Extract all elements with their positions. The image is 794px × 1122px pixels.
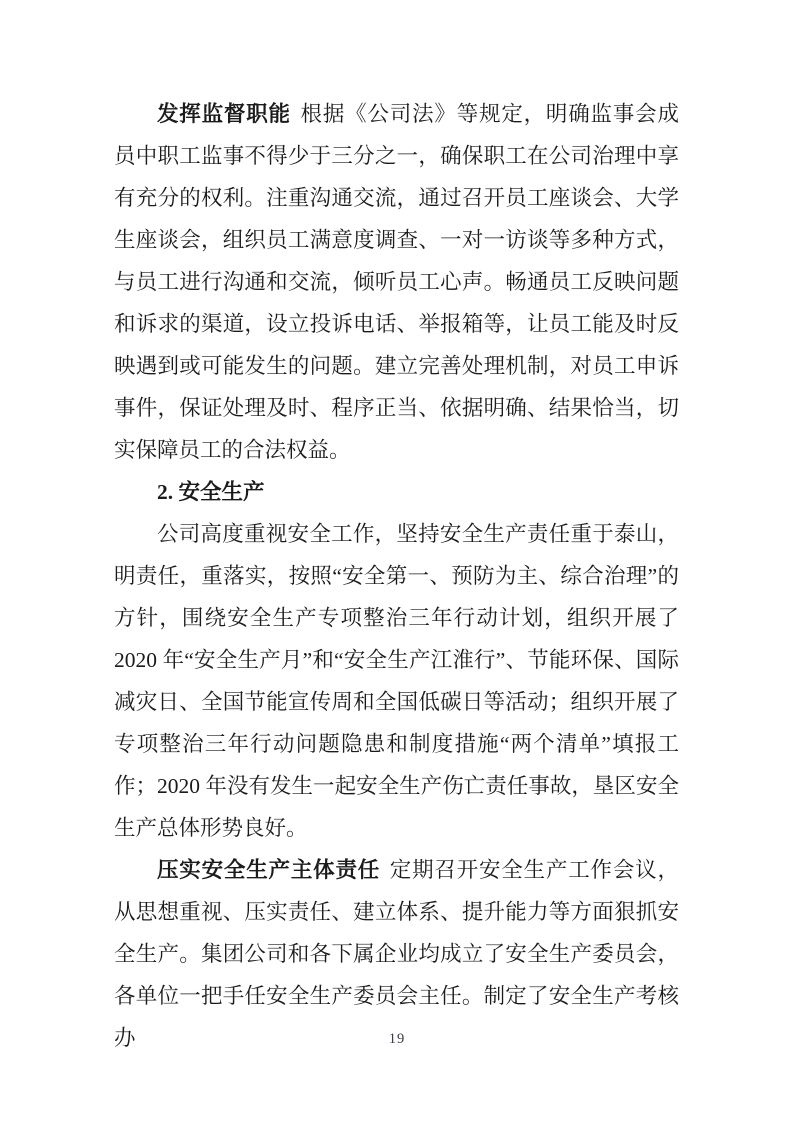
page-number: 19: [388, 1031, 406, 1047]
paragraph-lead-bold: 发挥监督职能: [157, 102, 291, 126]
paragraph-body-text: 定期召开安全生产工作会议，从思想重视、压实责任、建立体系、提升能力等方面狠抓安全生产。集团公司和各下属企业均成立了安全生产委员会，各单位一把手任安全生产委员会主任。制定了安全生产考核办: [114, 858, 679, 1050]
paragraph-lead-bold: 压实安全生产主体责任: [157, 858, 381, 882]
paragraph-body-text: 根据《公司法》等规定，明确监事会成员中职工监事不得少于三分之一，确保职工在公司治理中享有充分的权利。注重沟通交流，通过召开员工座谈会、大学生座谈会，组织员工满意度调查、一对一访谈等多种方式，与员工进行沟通和交流，倾听员工心声。畅通员工反映问题和诉求的渠道，设立投诉电话、举报箱等，让员工能及时反映遇到或可能发生的问题。建立完善处理机制，对员工申诉事件，保证处理及时、程序正当、依据明确、结果恰当，切实保障员工的合法权益。: [114, 102, 679, 462]
page-content: [114, 93, 679, 1059]
paragraph-safety-responsibility: [114, 849, 679, 1059]
paragraph-supervision-role: [114, 93, 679, 471]
paragraph-safety-overview: [114, 513, 679, 849]
section-heading-safety-production: 2. 安全生产: [157, 480, 265, 504]
paragraph-body-text: 公司高度重视安全工作，坚持安全生产责任重于泰山，明责任，重落实，按照“安全第一、预防为主、综合治理”的方针，围绕安全生产专项整治三年行动计划，组织开展了 2020 年“安全生产月”和“安全生产江淮行”、节能环保、国际减灾日、全国节能宣传周和全国低碳日等活动；组织开展了专项整治三年行动问题隐患和制度措施“两个清单”填报工作；2020 年没有发生一起安全生产伤亡责任事故，垦区安全生产总体形势良好。: [114, 522, 679, 840]
